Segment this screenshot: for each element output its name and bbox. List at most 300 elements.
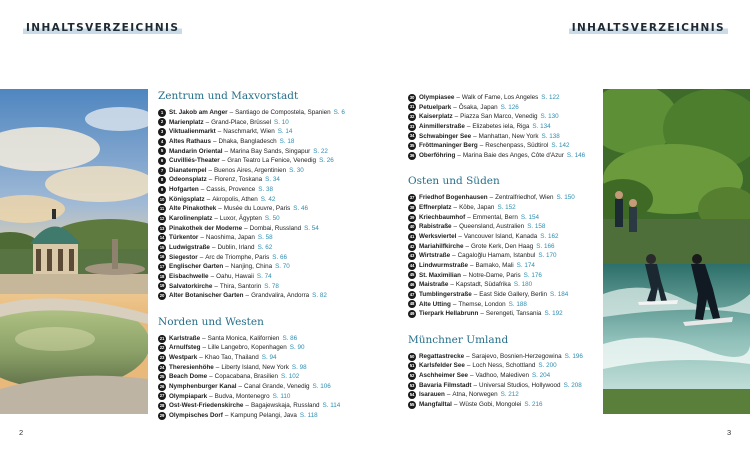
toc-list-osten [408, 193, 600, 318]
world-destination: Oahu, Hawaii [216, 272, 254, 280]
entry-separator: – [206, 195, 211, 203]
world-destination: East Side Gallery, Berlin [479, 290, 548, 298]
page-reference: S. 180 [513, 281, 533, 289]
world-destination: Gran Teatro La Fenice, Venedig [227, 157, 317, 165]
page-reference: S. 70 [275, 263, 290, 271]
toc-entry [408, 103, 600, 113]
page-reference: S. 200 [538, 362, 557, 370]
toc-entry [158, 401, 390, 411]
entry-separator: – [202, 334, 206, 342]
entry-number-badge: 25 [159, 374, 165, 380]
toc-entry [408, 371, 600, 381]
entry-number-badge: 8 [158, 176, 166, 184]
entry-separator: – [469, 261, 474, 269]
toc-entry [158, 282, 390, 292]
entry-separator: – [467, 213, 471, 221]
toc-entry [158, 166, 390, 176]
world-destination: Manhattan, New York [478, 132, 539, 140]
entry-number-badge: 10 [159, 196, 165, 202]
munich-location: Aschheimer See [419, 372, 469, 380]
world-destination: Notre-Dame, Paris [468, 271, 521, 279]
munich-location: Pinakothek der Moderne [169, 224, 243, 232]
toc-entry [158, 382, 390, 392]
munich-location: Englischer Garten [169, 263, 224, 271]
entry-separator: – [452, 252, 456, 260]
world-destination: Naoshima, Japan [205, 234, 255, 242]
world-destination: Ōsaka, Japan [458, 103, 498, 111]
entry-separator: – [218, 205, 222, 213]
toc-entry [158, 334, 390, 344]
toc-entry [158, 185, 390, 195]
entry-separator: – [229, 109, 234, 116]
page-reference: S. 184 [550, 290, 569, 298]
entry-number-badge: 36 [409, 152, 415, 158]
entry-number-badge: 1 [158, 109, 166, 117]
entry-separator: – [214, 282, 218, 290]
toc-entry [158, 118, 390, 128]
page-reference: S. 30 [289, 166, 304, 174]
entry-number-badge: 44 [409, 262, 415, 268]
section-title-umland: Münchner Umland [408, 333, 509, 346]
entry-separator: – [466, 122, 471, 130]
page-reference: S. 142 [551, 142, 570, 150]
entry-number-badge: 55 [409, 401, 415, 407]
page-reference: S. 152 [497, 204, 516, 212]
entry-number-badge: 11 [159, 206, 165, 212]
page-reference: S. 196 [564, 352, 583, 360]
entry-number-badge: 26 [159, 383, 165, 389]
munich-location: Petuelpark [419, 103, 452, 111]
page-reference: S. 188 [508, 300, 527, 308]
world-destination: Kōbe, Japan [459, 204, 495, 212]
entry-number-badge: 9 [158, 186, 166, 194]
page-reference: S. 170 [538, 252, 557, 260]
world-destination: Florenz, Toskana [214, 176, 263, 184]
right-running-title: INHALTSVERZEICHNIS [569, 22, 728, 34]
page-reference: S. 174 [516, 261, 535, 269]
munich-location: Ainmillerstraße [419, 122, 465, 130]
toc-entry [158, 175, 390, 185]
entry-separator: – [453, 103, 457, 111]
entry-number-badge: 6 [158, 157, 166, 165]
page-reference: S. 134 [532, 122, 551, 130]
toc-column-right [408, 89, 600, 410]
entry-separator: – [473, 290, 478, 298]
page-reference: S. 118 [299, 411, 318, 419]
entry-separator: – [489, 194, 494, 202]
entry-number-badge: 16 [159, 254, 165, 260]
entry-separator: – [202, 344, 207, 352]
toc-entry [408, 232, 600, 242]
entry-number-badge: 53 [409, 382, 415, 388]
munich-location: Bavaria Filmstadt [419, 381, 472, 389]
page-reference: S. 10 [274, 118, 289, 126]
munich-location: Marienplatz [169, 118, 204, 126]
world-destination: Bagajewskaja, Russland [250, 402, 320, 410]
munich-location: Ost-West-Friedenskirche [169, 402, 244, 410]
world-destination: Universal Studios, Hollywood [479, 381, 561, 389]
entry-number-badge: 23 [159, 354, 165, 360]
entry-separator: – [454, 113, 459, 121]
world-destination: Grandvalira, Andorra [251, 292, 310, 300]
entry-number-badge: 31 [409, 104, 415, 110]
entry-separator: – [453, 401, 458, 409]
page-reference: S. 216 [524, 401, 543, 409]
toc-entry [158, 214, 390, 224]
world-destination: Nanjing, China [230, 263, 273, 271]
entry-number-badge: 32 [409, 114, 415, 120]
page-reference: S. 106 [312, 383, 331, 391]
page-reference: S. 154 [520, 213, 540, 221]
entry-separator: – [453, 223, 458, 231]
munich-location: Alte Pinakothek [169, 205, 217, 213]
entry-number-badge: 21 [159, 335, 165, 341]
world-destination: Walk of Fame, Los Angeles [461, 94, 539, 101]
entry-number-badge: 35 [409, 143, 415, 149]
munich-location: Alte Utting [419, 300, 451, 308]
world-destination: Sarajevo, Bosnien-Herzegowina [471, 352, 562, 360]
munich-location: Theresienhöhe [169, 363, 214, 371]
world-destination: Naschmarkt, Wien [223, 128, 275, 136]
munich-location: Odeonsplatz [169, 176, 207, 184]
entry-number-badge: 27 [159, 393, 165, 399]
world-destination: Kapstadt, Südafrika [455, 281, 511, 289]
entry-separator: – [479, 142, 484, 150]
toc-entry [408, 271, 600, 281]
toc-entry [158, 108, 390, 118]
page-reference: S. 38 [258, 186, 273, 194]
world-destination: Marina Baie des Anges, Côte d'Azur [462, 151, 564, 159]
entry-separator: – [210, 272, 215, 280]
toc-entry [408, 151, 600, 161]
entry-number-badge: 52 [409, 372, 415, 378]
munich-location: Rabistraße [419, 223, 452, 231]
world-destination: Santa Monica, Kalifornien [207, 334, 280, 342]
page-reference: S. 212 [500, 391, 519, 399]
entry-number-badge: 3 [158, 128, 166, 136]
world-destination: Dublin, Irland [217, 243, 255, 251]
munich-location: Türkentor [169, 234, 199, 242]
munich-location: Karlstraße [169, 334, 201, 342]
world-destination: Akropolis, Athen [212, 195, 258, 203]
world-destination: Santiago de Compostela, Spanien [235, 109, 331, 116]
eisbachwelle-photo [603, 89, 750, 414]
world-destination: Musée du Louvre, Paris [223, 205, 291, 213]
toc-entry [408, 361, 600, 371]
world-destination: Elizabetes iela, Riga [472, 122, 530, 130]
munich-location: Nymphenburger Kanal [169, 383, 237, 391]
toc-entry [408, 400, 600, 410]
toc-entry [158, 272, 390, 282]
munich-location: Karolinenplatz [169, 215, 213, 223]
entry-separator: – [457, 151, 461, 159]
toc-entry [408, 122, 600, 132]
toc-list-norden-continued [408, 93, 600, 160]
world-destination: Serengeti, Tansania [485, 310, 542, 318]
toc-entry [158, 147, 390, 157]
page-reference: S. 162 [540, 233, 559, 241]
world-destination: Arc de Triomphe, Paris [205, 253, 270, 261]
munich-location: Regattastrecke [419, 352, 465, 360]
munich-location: Alter Botanischer Garten [169, 292, 244, 300]
munich-location: Maistraße [419, 281, 449, 289]
entry-separator: – [199, 354, 203, 362]
toc-list-umland [408, 352, 600, 410]
toc-entry [408, 290, 600, 300]
page-reference: S. 74 [256, 272, 272, 280]
munich-location: Hofgarten [169, 186, 199, 194]
entry-number-badge: 5 [158, 147, 166, 155]
entry-separator: – [244, 224, 248, 232]
toc-entry [408, 280, 600, 290]
entry-number-badge: 22 [159, 345, 165, 351]
entry-separator: – [473, 381, 478, 389]
munich-location: Olympiasee [419, 94, 455, 101]
munich-location: Viktualienmarkt [169, 128, 216, 136]
world-destination: Grote Kerk, Den Haag [470, 242, 534, 250]
entry-separator: – [211, 243, 216, 251]
munich-location: Wirtstraße [419, 252, 451, 260]
toc-entry [158, 411, 390, 421]
entry-separator: – [199, 253, 204, 261]
toc-entry [408, 132, 600, 142]
munich-location: St. Jakob am Anger [169, 109, 228, 116]
toc-entry [158, 224, 390, 234]
entry-number-badge: 45 [409, 272, 415, 278]
toc-entry [408, 352, 600, 362]
toc-entry [158, 243, 390, 253]
munich-location: Cuvilliés-Theater [169, 157, 220, 165]
toc-entry [408, 222, 600, 232]
toc-entry [408, 390, 600, 400]
munich-location: Fröttmaninger Berg [419, 142, 478, 150]
page-reference: S. 62 [257, 243, 273, 251]
page-reference: S. 34 [265, 176, 280, 184]
toc-entry [408, 261, 600, 271]
page-reference: S. 130 [540, 113, 559, 121]
toc-entry [408, 112, 600, 122]
entry-separator: – [458, 233, 462, 241]
toc-entry [158, 353, 390, 363]
entry-separator: – [470, 372, 474, 380]
entry-number-badge: 54 [409, 392, 415, 398]
entry-number-badge: 7 [158, 167, 166, 175]
entry-number-badge: 37 [409, 195, 415, 201]
page-reference: S. 102 [281, 373, 300, 381]
entry-number-badge: 14 [159, 235, 165, 241]
munich-location: Lindwurmstraße [419, 261, 468, 269]
entry-separator: – [245, 292, 250, 300]
toc-list-norden [158, 334, 390, 421]
section-title-norden: Norden und Westen [158, 315, 264, 328]
world-destination: Piazza San Marco, Venedig [460, 113, 538, 121]
left-running-title: INHALTSVERZEICHNIS [23, 22, 182, 34]
page-reference: S. 110 [272, 392, 291, 400]
world-destination: Emmental, Bern [472, 213, 518, 221]
entry-separator: – [238, 383, 243, 391]
entry-separator: – [452, 300, 457, 308]
page-reference: S. 126 [500, 103, 519, 111]
page-reference: S. 122 [541, 94, 560, 101]
page-reference: S. 54 [304, 224, 319, 232]
world-destination: Loch Ness, Schottland [472, 362, 536, 370]
entry-separator: – [208, 176, 213, 184]
entry-separator: – [473, 132, 477, 140]
entry-number-badge: 50 [409, 353, 415, 359]
entry-number-badge: 19 [159, 283, 165, 289]
munich-location: Mangfalltal [419, 401, 452, 409]
world-destination: Luxor, Ägypten [219, 215, 262, 223]
entry-number-badge: 38 [409, 204, 415, 210]
toc-entry [158, 262, 390, 272]
toc-entry [158, 253, 390, 263]
entry-number-badge: 13 [159, 225, 165, 231]
world-destination: Buenos Aires, Argentinien [213, 166, 287, 174]
toc-entry [408, 251, 600, 261]
munich-location: Eisbachwelle [169, 272, 209, 280]
toc-entry [158, 291, 390, 301]
entry-separator: – [208, 166, 212, 174]
munich-location: Mandarin Oriental [169, 147, 223, 155]
toc-entry [408, 93, 600, 103]
page-reference: S. 66 [272, 253, 287, 261]
page-reference: S. 146 [566, 151, 586, 159]
entry-separator: – [215, 363, 220, 371]
entry-separator: – [224, 147, 229, 155]
toc-entry [408, 242, 600, 252]
entry-number-badge: 41 [409, 233, 415, 239]
entry-number-badge: 47 [409, 291, 415, 297]
page-reference: S. 78 [264, 282, 279, 290]
page-header [0, 0, 750, 86]
toc-column-left [158, 89, 390, 421]
entry-number-badge: 42 [409, 243, 415, 249]
section-title-zentrum: Zentrum und Maxvorstadt [158, 90, 299, 102]
entry-separator: – [225, 263, 229, 271]
entry-separator: – [213, 137, 217, 145]
munich-location: St. Maximilian [419, 271, 461, 279]
munich-location: Arnulfsteg [169, 344, 201, 352]
page-reference: S. 98 [291, 363, 307, 371]
page-reference: S. 94 [261, 354, 277, 362]
toc-entry [158, 156, 390, 166]
page-number-right: 3 [727, 428, 732, 437]
world-destination: Reschenpass, Südtirol [485, 142, 549, 150]
munich-location: Tierpark Hellabrunn [419, 310, 479, 318]
munich-location: Isarauen [419, 391, 445, 399]
world-destination: Budva, Montenegro [214, 392, 270, 400]
entry-number-badge: 24 [159, 364, 165, 370]
munich-location: Schwabinger See [419, 132, 472, 140]
world-destination: Canal Grande, Venedig [244, 383, 310, 391]
entry-separator: – [209, 373, 213, 381]
entry-separator: – [465, 242, 469, 250]
entry-separator: – [453, 204, 458, 212]
toc-list-zentrum [158, 108, 390, 301]
entry-separator: – [221, 157, 226, 165]
world-destination: Kampung Pelangi, Java [230, 411, 297, 419]
world-destination: Vancouver Island, Kanada [463, 233, 538, 241]
world-destination: Wüste Gobi, Mongolei [459, 401, 522, 409]
entry-number-badge: 46 [409, 282, 415, 288]
munich-location: Olympiapark [169, 392, 208, 400]
page-reference: S. 46 [293, 205, 308, 213]
world-destination: Vadhoo, Malediven [475, 372, 529, 380]
world-destination: Thira, Santorin [219, 282, 262, 290]
entry-separator: – [200, 234, 204, 242]
entry-number-badge: 33 [409, 123, 415, 129]
world-destination: Lille Langebro, Kopenhagen [208, 344, 287, 352]
dianatempel-photo [0, 89, 148, 414]
page-reference: S. 90 [289, 344, 305, 352]
toc-entry [158, 127, 390, 137]
toc-entry [408, 309, 600, 319]
entry-number-badge: 15 [159, 244, 165, 250]
page-reference: S. 166 [536, 242, 555, 250]
world-destination: Themse, London [458, 300, 506, 308]
page-reference: S. 22 [313, 147, 328, 155]
page-reference: S. 192 [544, 310, 563, 318]
page-reference: S. 208 [563, 381, 582, 389]
entry-separator: – [205, 118, 210, 126]
entry-separator: – [450, 281, 454, 289]
page-reference: S. 42 [260, 195, 276, 203]
world-destination: Dombai, Russland [249, 224, 302, 232]
toc-entry [408, 381, 600, 391]
entry-number-badge: 51 [409, 363, 415, 369]
world-destination: Dhaka, Bangladesch [218, 137, 277, 145]
world-destination: Cassis, Provence [206, 186, 256, 194]
entry-number-badge: 28 [159, 403, 165, 409]
page-reference: S. 86 [282, 334, 298, 342]
page-reference: S. 26 [319, 157, 334, 165]
munich-location: Siegestor [169, 253, 198, 261]
toc-entry [158, 204, 390, 214]
entry-number-badge: 17 [159, 264, 165, 270]
entry-number-badge: 40 [409, 224, 415, 230]
munich-location: Mariahilfkirche [419, 242, 464, 250]
munich-location: Altes Rathaus [169, 137, 211, 145]
entry-number-badge: 30 [409, 94, 415, 100]
world-destination: Atna, Norwegen [452, 391, 498, 399]
page-reference: S. 6 [333, 109, 345, 116]
toc-entry [408, 141, 600, 151]
page-reference: S. 18 [279, 137, 295, 145]
entry-number-badge: 18 [159, 273, 165, 279]
world-destination: Grand-Place, Brüssel [211, 118, 272, 126]
world-destination: Liberty Island, New York [221, 363, 289, 371]
entry-separator: – [456, 94, 460, 101]
page-reference: S. 204 [531, 372, 551, 380]
entry-separator: – [466, 352, 470, 360]
entry-number-badge: 2 [158, 118, 166, 126]
entry-separator: – [209, 392, 213, 400]
toc-entry [158, 195, 390, 205]
munich-location: Kriechbaumhof [419, 213, 466, 221]
toc-entry [158, 392, 390, 402]
page-reference: S. 50 [264, 215, 280, 223]
world-destination: Queensland, Australien [459, 223, 525, 231]
entry-separator: – [214, 215, 218, 223]
munich-location: Effnerplatz [419, 204, 452, 212]
toc-entry [408, 203, 600, 213]
toc-entry [408, 213, 600, 223]
world-destination: Cagaloğlu Hamam, Istanbul [457, 252, 536, 260]
entry-number-badge: 39 [409, 214, 415, 220]
munich-location: Tumblingerstraße [419, 290, 472, 298]
entry-separator: – [466, 362, 471, 370]
entry-number-badge: 4 [158, 138, 166, 146]
